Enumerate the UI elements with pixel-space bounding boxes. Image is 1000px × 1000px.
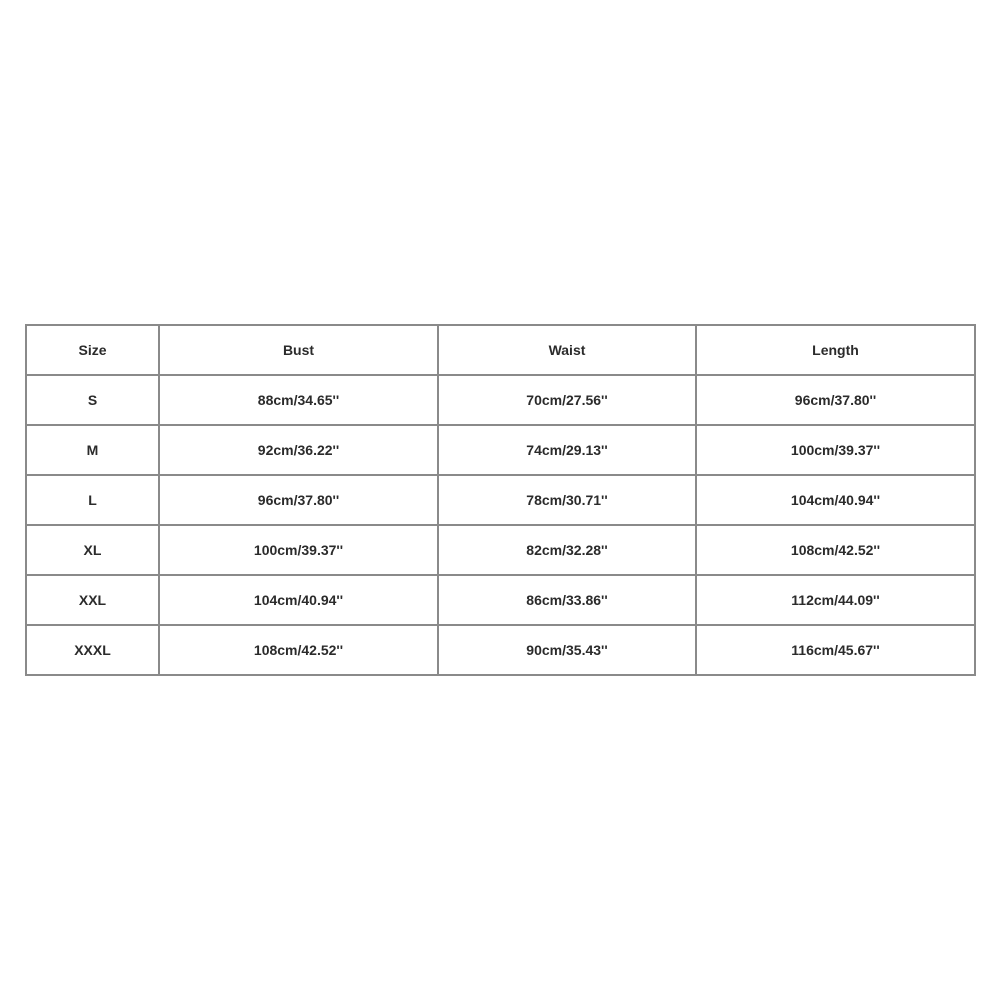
cell-length: 108cm/42.52'' [696,525,975,575]
header-row [26,325,975,375]
size-chart-table [25,324,976,676]
cell-bust: 88cm/34.65'' [159,375,438,425]
cell-bust: 108cm/42.52'' [159,625,438,675]
table-row [26,625,975,675]
cell-size: M [26,425,159,475]
cell-size: L [26,475,159,525]
cell-waist: 70cm/27.56'' [438,375,696,425]
size-chart-header [26,325,975,375]
cell-bust: 96cm/37.80'' [159,475,438,525]
cell-size: XL [26,525,159,575]
cell-waist: 86cm/33.86'' [438,575,696,625]
cell-length: 96cm/37.80'' [696,375,975,425]
size-chart-body [26,375,975,675]
cell-length: 112cm/44.09'' [696,575,975,625]
table-row [26,475,975,525]
cell-length: 100cm/39.37'' [696,425,975,475]
cell-waist: 82cm/32.28'' [438,525,696,575]
cell-length: 116cm/45.67'' [696,625,975,675]
cell-length: 104cm/40.94'' [696,475,975,525]
table-row [26,425,975,475]
header-length: Length [696,325,975,375]
header-size: Size [26,325,159,375]
cell-size: XXXL [26,625,159,675]
cell-size: S [26,375,159,425]
cell-size: XXL [26,575,159,625]
table-row [26,575,975,625]
cell-waist: 78cm/30.71'' [438,475,696,525]
cell-bust: 104cm/40.94'' [159,575,438,625]
cell-bust: 92cm/36.22'' [159,425,438,475]
table-row [26,375,975,425]
header-bust: Bust [159,325,438,375]
cell-waist: 90cm/35.43'' [438,625,696,675]
cell-bust: 100cm/39.37'' [159,525,438,575]
cell-waist: 74cm/29.13'' [438,425,696,475]
table-row [26,525,975,575]
header-waist: Waist [438,325,696,375]
